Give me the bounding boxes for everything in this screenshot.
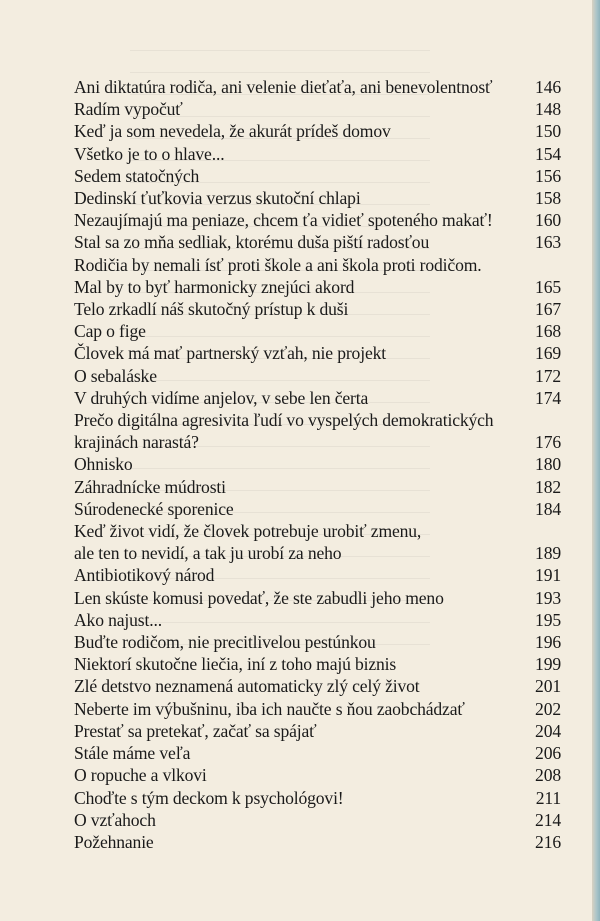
toc-entry bbox=[74, 787, 561, 809]
toc-entry bbox=[74, 120, 561, 142]
toc-entry bbox=[74, 187, 561, 209]
toc-entry bbox=[74, 165, 561, 187]
toc-entry-title: Ani diktatúra rodiča, ani velenie dieťaťa, ani benevolentnosť bbox=[74, 77, 493, 97]
toc-entry bbox=[74, 587, 561, 609]
toc-entry-page: 189 bbox=[535, 543, 561, 564]
toc-entry bbox=[74, 564, 561, 586]
toc-entry bbox=[74, 520, 561, 564]
toc-entry-page: 184 bbox=[535, 498, 561, 519]
toc-entry-page: 208 bbox=[535, 765, 561, 786]
toc-entry-title: Neberte im výbušninu, iba ich naučte s ňou zaobchádzať bbox=[74, 698, 465, 719]
toc-entry-page: 160 bbox=[535, 210, 561, 231]
toc-entry-title: Antibiotikový národ bbox=[74, 565, 215, 586]
toc-entry-page: 176 bbox=[535, 432, 561, 453]
toc-entry-title: Ohnisko bbox=[74, 454, 133, 475]
toc-entry bbox=[74, 98, 561, 120]
toc-entry-page: 169 bbox=[535, 343, 561, 364]
toc-entry bbox=[74, 698, 561, 720]
toc-entry-page: 156 bbox=[535, 165, 561, 186]
toc-entry-page: 202 bbox=[535, 698, 561, 719]
toc-entry-page: 216 bbox=[535, 831, 561, 852]
toc-entry bbox=[74, 653, 561, 675]
toc-entry-page: 195 bbox=[535, 609, 561, 630]
toc-entry-title: Len skúste komusi povedať, že ste zabudli jeho meno bbox=[74, 587, 444, 608]
toc-entry-page: 199 bbox=[535, 654, 561, 675]
toc-entry-page: 158 bbox=[535, 188, 561, 209]
toc-entry bbox=[74, 809, 561, 831]
toc-entry bbox=[74, 609, 561, 631]
toc-entry-page: 165 bbox=[535, 276, 561, 297]
toc-entry bbox=[74, 76, 561, 98]
toc-entry bbox=[74, 209, 561, 231]
toc-entry bbox=[74, 298, 561, 320]
toc-entry-title: Mal by to byť harmonicky znejúci akord bbox=[74, 276, 355, 297]
toc-entry bbox=[74, 453, 561, 475]
toc-entry bbox=[74, 365, 561, 387]
toc-entry-title: Buďte rodičom, nie precitlivelou pestúnkou bbox=[74, 632, 376, 653]
toc-entry-title: Stále máme veľa bbox=[74, 743, 191, 764]
toc-entry-page: 150 bbox=[535, 121, 561, 142]
toc-entry bbox=[74, 320, 561, 342]
toc-entry-page: 211 bbox=[535, 787, 561, 808]
toc-entry bbox=[74, 831, 561, 853]
toc-entry-page: 196 bbox=[535, 632, 561, 653]
toc-entry bbox=[74, 409, 561, 453]
toc-entry bbox=[74, 764, 561, 786]
toc-entry bbox=[74, 231, 561, 253]
toc-entry bbox=[74, 675, 561, 697]
toc-entry bbox=[74, 720, 561, 742]
toc-entry-title: Človek má mať partnerský vzťah, nie projekt bbox=[74, 343, 386, 364]
toc-entry-title: Nezaujímajú ma peniaze, chcem ťa vidieť spoteného makať! bbox=[74, 210, 493, 231]
toc-entry-title: Stal sa zo mňa sedliak, ktorému duša piští radosťou bbox=[74, 232, 430, 253]
toc-entry-page: 191 bbox=[535, 565, 561, 586]
toc-entry-title: Niektorí skutočne liečia, iní z toho majú biznis bbox=[74, 654, 397, 675]
toc-entry-title: Rodičia by nemali ísť proti škole a ani škola proti rodičom. bbox=[74, 254, 482, 275]
toc-entry-title: Zlé detstvo neznamená automaticky zlý celý život bbox=[74, 676, 420, 697]
toc-entry-title: Súrodenecké sporenice bbox=[74, 498, 234, 519]
toc-entry-page: 146 bbox=[535, 77, 561, 97]
toc-entry-title: V druhých vidíme anjelov, v sebe len čerta bbox=[74, 387, 369, 408]
toc-entry-title: O ropuche a vlkovi bbox=[74, 765, 207, 786]
toc-entry-page: 148 bbox=[535, 99, 561, 120]
toc-entry-title: Cap o fige bbox=[74, 321, 146, 342]
toc-entry-title: Ako najust... bbox=[74, 609, 162, 630]
toc-entry bbox=[74, 476, 561, 498]
toc-entry-page: 214 bbox=[535, 809, 561, 830]
toc-entry-page: 168 bbox=[535, 321, 561, 342]
toc-entry-page: 163 bbox=[535, 232, 561, 253]
toc-entry-page: 180 bbox=[535, 454, 561, 475]
toc-entry-title: O vzťahoch bbox=[74, 809, 156, 830]
toc-entry bbox=[74, 342, 561, 364]
toc-entry-page: 201 bbox=[535, 676, 561, 697]
toc-entry-page: 193 bbox=[535, 587, 561, 608]
toc-entry-title: Prečo digitálna agresivita ľudí vo vyspelých demokratických krajinách narastá? bbox=[74, 410, 494, 453]
toc-entry-title: Všetko je to o hlave... bbox=[74, 143, 225, 164]
toc-entry-page: 204 bbox=[535, 720, 561, 741]
toc-entry bbox=[74, 387, 561, 409]
toc-entry-page: 206 bbox=[535, 743, 561, 764]
toc-entry-page: 167 bbox=[535, 299, 561, 320]
toc-entry bbox=[74, 254, 561, 276]
toc-entry-title: Keď život vidí, že človek potrebuje urobiť zmenu, ale ten to nevidí, a tak ju urobí za neho bbox=[74, 521, 422, 564]
toc-entry-title: Prestať sa pretekať, začať sa spájať bbox=[74, 720, 317, 741]
toc-entry bbox=[74, 498, 561, 520]
toc-entry-title: Sedem statočných bbox=[74, 165, 200, 186]
toc-entry-title: O sebaláske bbox=[74, 365, 157, 386]
toc-entry-title: Telo zrkadlí náš skutočný prístup k duši bbox=[74, 299, 349, 320]
toc-entry bbox=[74, 143, 561, 165]
toc-entry-title: Keď ja som nevedela, že akurát prídeš domov bbox=[74, 121, 391, 142]
toc-entry-page: 182 bbox=[535, 476, 561, 497]
toc-entry-title: Záhradnícke múdrosti bbox=[74, 476, 226, 497]
toc-entry-title: Radím vypočuť bbox=[74, 99, 183, 120]
toc-entry-title: Choďte s tým deckom k psychológovi! bbox=[74, 787, 344, 808]
toc-entry-page: 154 bbox=[535, 143, 561, 164]
table-of-contents bbox=[74, 76, 561, 853]
toc-entry bbox=[74, 742, 561, 764]
toc-entry bbox=[74, 276, 561, 298]
page-edge bbox=[592, 0, 600, 921]
toc-entry-title: Požehnanie bbox=[74, 831, 154, 852]
toc-entry-page: 174 bbox=[535, 387, 561, 408]
toc-entry bbox=[74, 631, 561, 653]
toc-entry-title: Dedinskí ťuťkovia verzus skutoční chlapi bbox=[74, 188, 361, 209]
toc-entry-page: 172 bbox=[535, 365, 561, 386]
